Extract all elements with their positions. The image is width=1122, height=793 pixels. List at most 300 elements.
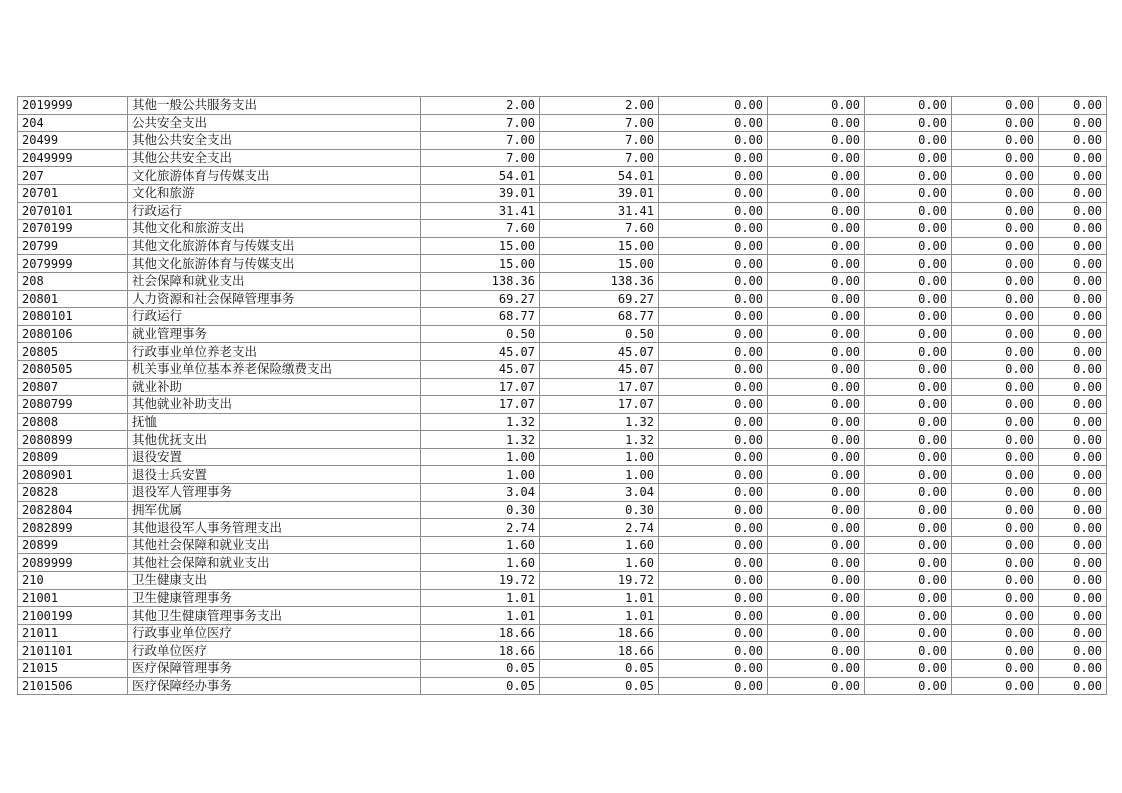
subject-name-cell: 抚恤 <box>128 413 421 431</box>
amount-cell: 0.00 <box>865 378 952 396</box>
amount-cell: 0.00 <box>1039 660 1107 678</box>
amount-cell: 0.00 <box>659 466 768 484</box>
amount-cell: 0.00 <box>768 167 865 185</box>
amount-cell: 0.00 <box>865 396 952 414</box>
amount-cell: 0.00 <box>952 255 1039 273</box>
amount-cell: 68.77 <box>421 308 540 326</box>
table-row <box>18 448 1107 466</box>
amount-cell: 1.32 <box>421 431 540 449</box>
table-row <box>18 554 1107 572</box>
subject-name-cell: 其他文化旅游体育与传媒支出 <box>128 255 421 273</box>
amount-cell: 3.04 <box>421 484 540 502</box>
subject-code-cell: 204 <box>18 114 128 132</box>
amount-cell: 0.00 <box>659 536 768 554</box>
amount-cell: 0.00 <box>659 519 768 537</box>
amount-cell: 0.00 <box>952 237 1039 255</box>
amount-cell: 0.00 <box>865 677 952 695</box>
amount-cell: 0.00 <box>1039 431 1107 449</box>
amount-cell: 0.00 <box>865 484 952 502</box>
amount-cell: 0.00 <box>865 572 952 590</box>
amount-cell: 0.00 <box>865 272 952 290</box>
subject-code-cell: 2101101 <box>18 642 128 660</box>
amount-cell: 1.01 <box>421 607 540 625</box>
amount-cell: 0.00 <box>659 431 768 449</box>
amount-cell: 0.00 <box>768 290 865 308</box>
amount-cell: 0.00 <box>865 290 952 308</box>
amount-cell: 0.00 <box>1039 536 1107 554</box>
amount-cell: 0.00 <box>952 184 1039 202</box>
amount-cell: 0.00 <box>659 484 768 502</box>
amount-cell: 0.00 <box>865 132 952 150</box>
subject-code-cell: 20899 <box>18 536 128 554</box>
table-row <box>18 343 1107 361</box>
table-row <box>18 290 1107 308</box>
subject-code-cell: 208 <box>18 272 128 290</box>
amount-cell: 17.07 <box>540 378 659 396</box>
amount-cell: 1.01 <box>540 607 659 625</box>
amount-cell: 0.00 <box>768 677 865 695</box>
amount-cell: 0.00 <box>952 360 1039 378</box>
table-row <box>18 624 1107 642</box>
subject-code-cell: 21011 <box>18 624 128 642</box>
amount-cell: 0.00 <box>768 484 865 502</box>
subject-code-cell: 2080899 <box>18 431 128 449</box>
subject-code-cell: 21015 <box>18 660 128 678</box>
amount-cell: 17.07 <box>540 396 659 414</box>
amount-cell: 0.00 <box>1039 149 1107 167</box>
amount-cell: 0.00 <box>659 448 768 466</box>
table-row <box>18 677 1107 695</box>
subject-name-cell: 机关事业单位基本养老保险缴费支出 <box>128 360 421 378</box>
amount-cell: 0.00 <box>865 448 952 466</box>
amount-cell: 2.00 <box>540 97 659 115</box>
amount-cell: 0.00 <box>659 501 768 519</box>
amount-cell: 0.00 <box>659 97 768 115</box>
amount-cell: 0.00 <box>659 237 768 255</box>
amount-cell: 0.00 <box>952 624 1039 642</box>
amount-cell: 0.00 <box>1039 396 1107 414</box>
subject-name-cell: 就业补助 <box>128 378 421 396</box>
amount-cell: 0.00 <box>1039 97 1107 115</box>
amount-cell: 0.00 <box>659 202 768 220</box>
amount-cell: 0.00 <box>952 448 1039 466</box>
amount-cell: 45.07 <box>421 360 540 378</box>
amount-cell: 0.00 <box>659 343 768 361</box>
amount-cell: 0.00 <box>952 290 1039 308</box>
amount-cell: 0.00 <box>659 149 768 167</box>
amount-cell: 0.00 <box>768 572 865 590</box>
subject-code-cell: 2049999 <box>18 149 128 167</box>
amount-cell: 1.00 <box>421 448 540 466</box>
subject-name-cell: 其他文化旅游体育与传媒支出 <box>128 237 421 255</box>
amount-cell: 0.00 <box>659 114 768 132</box>
table-row <box>18 431 1107 449</box>
amount-cell: 0.00 <box>865 660 952 678</box>
amount-cell: 1.32 <box>540 413 659 431</box>
amount-cell: 0.00 <box>768 97 865 115</box>
amount-cell: 18.66 <box>540 642 659 660</box>
amount-cell: 0.00 <box>1039 624 1107 642</box>
subject-name-cell: 人力资源和社会保障管理事务 <box>128 290 421 308</box>
table-row <box>18 202 1107 220</box>
amount-cell: 1.00 <box>540 448 659 466</box>
amount-cell: 0.00 <box>865 624 952 642</box>
amount-cell: 0.00 <box>1039 448 1107 466</box>
amount-cell: 7.00 <box>421 149 540 167</box>
subject-name-cell: 其他文化和旅游支出 <box>128 220 421 238</box>
amount-cell: 0.00 <box>865 607 952 625</box>
amount-cell: 0.00 <box>659 167 768 185</box>
amount-cell: 0.00 <box>865 360 952 378</box>
amount-cell: 54.01 <box>421 167 540 185</box>
amount-cell: 0.00 <box>952 484 1039 502</box>
amount-cell: 0.00 <box>1039 290 1107 308</box>
subject-name-cell: 行政事业单位养老支出 <box>128 343 421 361</box>
amount-cell: 19.72 <box>540 572 659 590</box>
amount-cell: 1.00 <box>421 466 540 484</box>
amount-cell: 0.00 <box>865 237 952 255</box>
amount-cell: 7.60 <box>540 220 659 238</box>
subject-code-cell: 207 <box>18 167 128 185</box>
amount-cell: 0.00 <box>659 554 768 572</box>
subject-name-cell: 医疗保障经办事务 <box>128 677 421 695</box>
table-body <box>18 97 1107 695</box>
amount-cell: 0.00 <box>659 184 768 202</box>
amount-cell: 0.00 <box>952 431 1039 449</box>
amount-cell: 0.00 <box>1039 167 1107 185</box>
subject-code-cell: 20808 <box>18 413 128 431</box>
subject-code-cell: 2080505 <box>18 360 128 378</box>
amount-cell: 68.77 <box>540 308 659 326</box>
amount-cell: 0.00 <box>659 624 768 642</box>
subject-name-cell: 其他一般公共服务支出 <box>128 97 421 115</box>
amount-cell: 0.00 <box>659 413 768 431</box>
amount-cell: 0.00 <box>952 501 1039 519</box>
amount-cell: 0.00 <box>865 202 952 220</box>
amount-cell: 0.50 <box>421 325 540 343</box>
amount-cell: 7.00 <box>540 149 659 167</box>
amount-cell: 31.41 <box>540 202 659 220</box>
subject-code-cell: 20828 <box>18 484 128 502</box>
amount-cell: 0.00 <box>1039 132 1107 150</box>
amount-cell: 0.00 <box>952 343 1039 361</box>
amount-cell: 0.00 <box>952 642 1039 660</box>
table-row <box>18 396 1107 414</box>
subject-name-cell: 卫生健康管理事务 <box>128 589 421 607</box>
amount-cell: 0.00 <box>768 343 865 361</box>
subject-name-cell: 其他社会保障和就业支出 <box>128 554 421 572</box>
amount-cell: 0.00 <box>865 501 952 519</box>
amount-cell: 0.00 <box>1039 308 1107 326</box>
table-row <box>18 167 1107 185</box>
amount-cell: 0.00 <box>659 325 768 343</box>
amount-cell: 1.32 <box>421 413 540 431</box>
amount-cell: 0.00 <box>952 396 1039 414</box>
amount-cell: 0.00 <box>1039 484 1107 502</box>
amount-cell: 18.66 <box>421 642 540 660</box>
subject-name-cell: 就业管理事务 <box>128 325 421 343</box>
subject-code-cell: 210 <box>18 572 128 590</box>
amount-cell: 7.00 <box>421 114 540 132</box>
subject-code-cell: 20799 <box>18 237 128 255</box>
subject-code-cell: 2082899 <box>18 519 128 537</box>
amount-cell: 0.00 <box>1039 589 1107 607</box>
amount-cell: 0.00 <box>768 519 865 537</box>
amount-cell: 0.00 <box>952 607 1039 625</box>
amount-cell: 0.05 <box>421 660 540 678</box>
amount-cell: 0.00 <box>952 572 1039 590</box>
amount-cell: 0.00 <box>865 167 952 185</box>
amount-cell: 0.00 <box>865 325 952 343</box>
amount-cell: 3.04 <box>540 484 659 502</box>
subject-code-cell: 2082804 <box>18 501 128 519</box>
amount-cell: 0.00 <box>768 325 865 343</box>
amount-cell: 0.00 <box>1039 360 1107 378</box>
amount-cell: 0.00 <box>952 202 1039 220</box>
amount-cell: 7.00 <box>421 132 540 150</box>
subject-code-cell: 2080101 <box>18 308 128 326</box>
amount-cell: 0.00 <box>952 114 1039 132</box>
table-row <box>18 184 1107 202</box>
amount-cell: 45.07 <box>540 360 659 378</box>
subject-code-cell: 2101506 <box>18 677 128 695</box>
amount-cell: 7.00 <box>540 132 659 150</box>
subject-name-cell: 拥军优属 <box>128 501 421 519</box>
table-row <box>18 572 1107 590</box>
amount-cell: 0.00 <box>659 290 768 308</box>
subject-name-cell: 行政事业单位医疗 <box>128 624 421 642</box>
amount-cell: 0.00 <box>1039 466 1107 484</box>
amount-cell: 0.00 <box>952 272 1039 290</box>
subject-name-cell: 公共安全支出 <box>128 114 421 132</box>
subject-name-cell: 行政单位医疗 <box>128 642 421 660</box>
subject-code-cell: 21001 <box>18 589 128 607</box>
amount-cell: 0.00 <box>865 431 952 449</box>
amount-cell: 0.00 <box>768 431 865 449</box>
amount-cell: 0.00 <box>865 519 952 537</box>
amount-cell: 0.00 <box>768 466 865 484</box>
table-row <box>18 149 1107 167</box>
amount-cell: 0.00 <box>768 589 865 607</box>
amount-cell: 0.00 <box>768 396 865 414</box>
subject-code-cell: 2070101 <box>18 202 128 220</box>
table-row <box>18 519 1107 537</box>
amount-cell: 0.00 <box>768 413 865 431</box>
amount-cell: 0.00 <box>659 378 768 396</box>
amount-cell: 0.00 <box>659 272 768 290</box>
amount-cell: 0.00 <box>768 554 865 572</box>
amount-cell: 0.05 <box>421 677 540 695</box>
amount-cell: 0.00 <box>1039 272 1107 290</box>
subject-name-cell: 其他优抚支出 <box>128 431 421 449</box>
amount-cell: 0.00 <box>659 308 768 326</box>
table-row <box>18 272 1107 290</box>
amount-cell: 0.00 <box>1039 607 1107 625</box>
amount-cell: 0.00 <box>659 396 768 414</box>
amount-cell: 69.27 <box>421 290 540 308</box>
amount-cell: 0.00 <box>865 184 952 202</box>
amount-cell: 0.00 <box>1039 325 1107 343</box>
amount-cell: 0.00 <box>768 448 865 466</box>
amount-cell: 0.00 <box>1039 501 1107 519</box>
table-row <box>18 378 1107 396</box>
amount-cell: 0.00 <box>1039 677 1107 695</box>
subject-name-cell: 退役军人管理事务 <box>128 484 421 502</box>
amount-cell: 15.00 <box>421 255 540 273</box>
amount-cell: 0.00 <box>659 255 768 273</box>
amount-cell: 0.00 <box>1039 114 1107 132</box>
table-row <box>18 501 1107 519</box>
amount-cell: 0.00 <box>659 132 768 150</box>
amount-cell: 0.00 <box>768 202 865 220</box>
amount-cell: 15.00 <box>540 237 659 255</box>
amount-cell: 0.00 <box>768 114 865 132</box>
subject-code-cell: 20701 <box>18 184 128 202</box>
amount-cell: 0.00 <box>1039 572 1107 590</box>
amount-cell: 0.00 <box>659 220 768 238</box>
table-row <box>18 220 1107 238</box>
amount-cell: 0.00 <box>768 660 865 678</box>
amount-cell: 0.00 <box>768 501 865 519</box>
amount-cell: 45.07 <box>421 343 540 361</box>
amount-cell: 0.00 <box>952 149 1039 167</box>
amount-cell: 7.00 <box>540 114 659 132</box>
amount-cell: 0.00 <box>952 677 1039 695</box>
table-row <box>18 114 1107 132</box>
subject-code-cell: 2100199 <box>18 607 128 625</box>
amount-cell: 0.00 <box>865 642 952 660</box>
amount-cell: 0.00 <box>865 220 952 238</box>
amount-cell: 39.01 <box>421 184 540 202</box>
amount-cell: 0.00 <box>1039 220 1107 238</box>
amount-cell: 17.07 <box>421 396 540 414</box>
table-row <box>18 607 1107 625</box>
amount-cell: 18.66 <box>540 624 659 642</box>
amount-cell: 19.72 <box>421 572 540 590</box>
amount-cell: 0.00 <box>952 308 1039 326</box>
amount-cell: 0.00 <box>952 519 1039 537</box>
amount-cell: 0.00 <box>768 642 865 660</box>
subject-name-cell: 其他公共安全支出 <box>128 149 421 167</box>
amount-cell: 0.00 <box>952 220 1039 238</box>
subject-name-cell: 行政运行 <box>128 308 421 326</box>
amount-cell: 0.00 <box>1039 343 1107 361</box>
amount-cell: 0.00 <box>952 466 1039 484</box>
amount-cell: 1.60 <box>540 554 659 572</box>
table-row <box>18 484 1107 502</box>
table-row <box>18 413 1107 431</box>
amount-cell: 0.00 <box>1039 519 1107 537</box>
amount-cell: 0.00 <box>1039 255 1107 273</box>
amount-cell: 0.00 <box>952 660 1039 678</box>
amount-cell: 1.60 <box>540 536 659 554</box>
amount-cell: 0.00 <box>768 237 865 255</box>
amount-cell: 0.00 <box>865 308 952 326</box>
amount-cell: 0.00 <box>659 360 768 378</box>
amount-cell: 18.66 <box>421 624 540 642</box>
subject-name-cell: 其他社会保障和就业支出 <box>128 536 421 554</box>
table-row <box>18 589 1107 607</box>
amount-cell: 0.00 <box>952 325 1039 343</box>
subject-name-cell: 医疗保障管理事务 <box>128 660 421 678</box>
subject-code-cell: 2080799 <box>18 396 128 414</box>
amount-cell: 0.00 <box>768 132 865 150</box>
amount-cell: 0.00 <box>768 607 865 625</box>
subject-code-cell: 20499 <box>18 132 128 150</box>
subject-name-cell: 退役安置 <box>128 448 421 466</box>
subject-code-cell: 2089999 <box>18 554 128 572</box>
amount-cell: 1.01 <box>421 589 540 607</box>
amount-cell: 0.50 <box>540 325 659 343</box>
amount-cell: 0.00 <box>952 378 1039 396</box>
amount-cell: 0.00 <box>1039 378 1107 396</box>
amount-cell: 0.00 <box>1039 554 1107 572</box>
amount-cell: 0.00 <box>768 308 865 326</box>
amount-cell: 31.41 <box>421 202 540 220</box>
amount-cell: 1.60 <box>421 554 540 572</box>
amount-cell: 1.60 <box>421 536 540 554</box>
amount-cell: 0.00 <box>865 554 952 572</box>
subject-code-cell: 20805 <box>18 343 128 361</box>
table-row <box>18 466 1107 484</box>
amount-cell: 0.00 <box>865 536 952 554</box>
amount-cell: 1.32 <box>540 431 659 449</box>
subject-code-cell: 20801 <box>18 290 128 308</box>
subject-name-cell: 卫生健康支出 <box>128 572 421 590</box>
amount-cell: 0.00 <box>659 660 768 678</box>
amount-cell: 0.00 <box>659 677 768 695</box>
table-row <box>18 325 1107 343</box>
table-row <box>18 97 1107 115</box>
amount-cell: 2.74 <box>540 519 659 537</box>
amount-cell: 0.00 <box>1039 237 1107 255</box>
amount-cell: 0.00 <box>952 536 1039 554</box>
amount-cell: 0.00 <box>952 589 1039 607</box>
subject-code-cell: 2019999 <box>18 97 128 115</box>
amount-cell: 0.00 <box>768 624 865 642</box>
amount-cell: 0.05 <box>540 677 659 695</box>
amount-cell: 0.00 <box>1039 413 1107 431</box>
amount-cell: 0.00 <box>952 413 1039 431</box>
subject-name-cell: 文化旅游体育与传媒支出 <box>128 167 421 185</box>
subject-name-cell: 其他公共安全支出 <box>128 132 421 150</box>
amount-cell: 0.00 <box>659 572 768 590</box>
amount-cell: 0.00 <box>768 184 865 202</box>
amount-cell: 138.36 <box>540 272 659 290</box>
subject-code-cell: 2070199 <box>18 220 128 238</box>
subject-name-cell: 文化和旅游 <box>128 184 421 202</box>
amount-cell: 45.07 <box>540 343 659 361</box>
amount-cell: 0.00 <box>1039 202 1107 220</box>
amount-cell: 7.60 <box>421 220 540 238</box>
amount-cell: 0.00 <box>865 413 952 431</box>
amount-cell: 0.00 <box>768 360 865 378</box>
table-row <box>18 255 1107 273</box>
subject-code-cell: 2080106 <box>18 325 128 343</box>
table-row <box>18 360 1107 378</box>
amount-cell: 0.00 <box>768 378 865 396</box>
amount-cell: 138.36 <box>421 272 540 290</box>
amount-cell: 0.00 <box>952 554 1039 572</box>
table-row <box>18 536 1107 554</box>
amount-cell: 69.27 <box>540 290 659 308</box>
table-row <box>18 642 1107 660</box>
amount-cell: 1.00 <box>540 466 659 484</box>
amount-cell: 1.01 <box>540 589 659 607</box>
table-row <box>18 237 1107 255</box>
subject-name-cell: 退役士兵安置 <box>128 466 421 484</box>
subject-code-cell: 20809 <box>18 448 128 466</box>
